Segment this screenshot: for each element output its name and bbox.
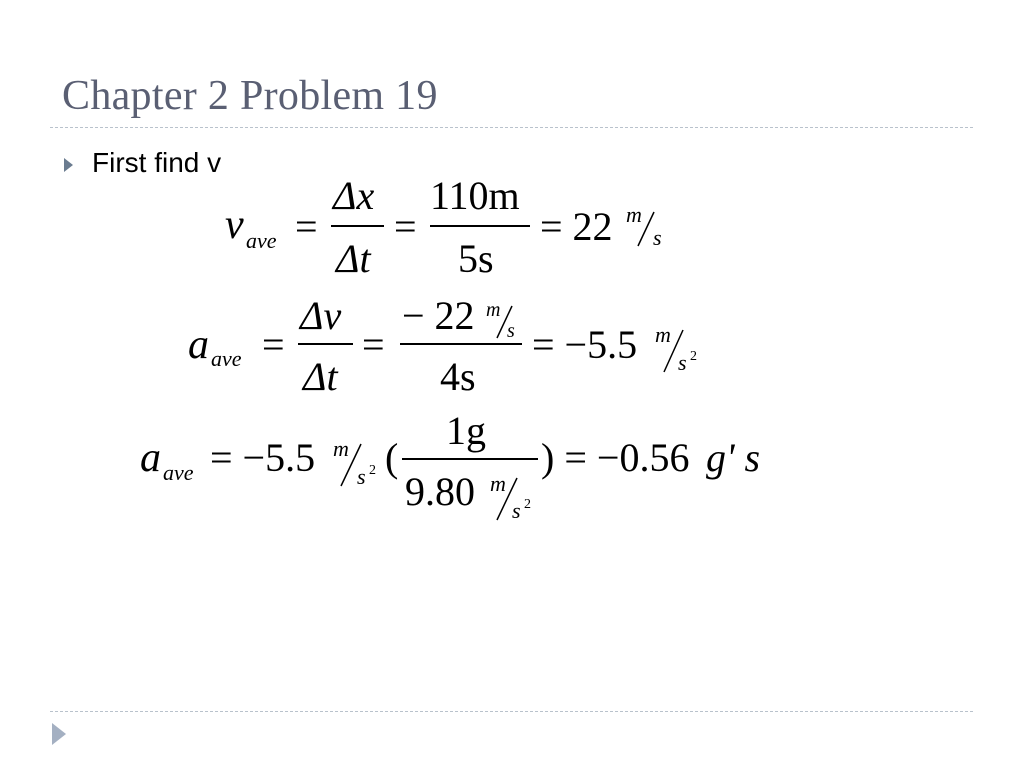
eq2-frac1-den: Δt bbox=[303, 354, 338, 399]
eq3-result: ) = −0.56 bbox=[541, 435, 690, 480]
eq2-frac2-num-unit-den: s bbox=[507, 320, 515, 342]
eq3-lhs-var: a bbox=[140, 435, 161, 481]
eq3-unit-num: m bbox=[333, 436, 349, 461]
equation-average-velocity bbox=[225, 173, 662, 281]
eq3-frac-den-unit-num: m bbox=[490, 471, 506, 496]
eq3-frac-den-unit-den: s bbox=[512, 498, 521, 523]
eq1-equals: = bbox=[295, 204, 318, 249]
eq1-lhs-var: v bbox=[225, 202, 244, 248]
slide-title: Chapter 2 Problem 19 bbox=[62, 73, 438, 119]
eq2-frac2-num-unit-num: m bbox=[486, 299, 501, 321]
eq2-equals: = bbox=[262, 322, 285, 367]
equation-average-acceleration bbox=[188, 293, 697, 399]
eq3-frac-num: 1g bbox=[446, 408, 486, 453]
eq2-unit-den: s bbox=[678, 350, 687, 375]
eq1-equals-2: = bbox=[394, 204, 417, 249]
eq1-frac1-den: Δt bbox=[336, 236, 371, 281]
eq1-unit-num: m bbox=[626, 202, 642, 227]
bullet-text: First find v bbox=[92, 147, 222, 178]
eq3-frac-den: 9.80 bbox=[405, 469, 475, 514]
eq2-frac2-den: 4s bbox=[440, 354, 476, 399]
next-slide-icon[interactable] bbox=[52, 723, 66, 745]
eq2-frac1-num: Δv bbox=[300, 293, 342, 338]
eq1-unit-den: s bbox=[653, 225, 662, 250]
eq2-result: = −5.5 bbox=[532, 322, 638, 367]
eq2-unit-num: m bbox=[655, 322, 671, 347]
footer-divider bbox=[50, 711, 973, 712]
eq1-lhs-sub: ave bbox=[246, 228, 277, 253]
eq3-unit-den: s bbox=[357, 464, 366, 489]
eq1-frac1-num: Δx bbox=[333, 173, 375, 218]
eq2-equals-2: = bbox=[362, 322, 385, 367]
eq1-result: = 22 bbox=[540, 204, 613, 249]
eq3-value: = −5.5 bbox=[210, 435, 316, 480]
eq3-open-paren: ( bbox=[385, 435, 399, 480]
eq3-frac-den-unit-exp: 2 bbox=[524, 497, 531, 512]
eq2-lhs-sub: ave bbox=[211, 346, 242, 371]
eq3-lhs-sub: ave bbox=[163, 460, 194, 485]
eq2-frac2-num: − 22 bbox=[402, 293, 475, 338]
eq2-unit-den-exp: 2 bbox=[690, 349, 697, 364]
equation-acceleration-in-g bbox=[140, 408, 760, 523]
eq1-frac2-den: 5s bbox=[458, 236, 494, 281]
eq3-unit-den-exp: 2 bbox=[369, 463, 376, 478]
eq3-result-unit: g' s bbox=[706, 435, 761, 480]
eq1-frac2-num: 110m bbox=[430, 173, 520, 218]
eq2-lhs-var: a bbox=[188, 322, 209, 368]
